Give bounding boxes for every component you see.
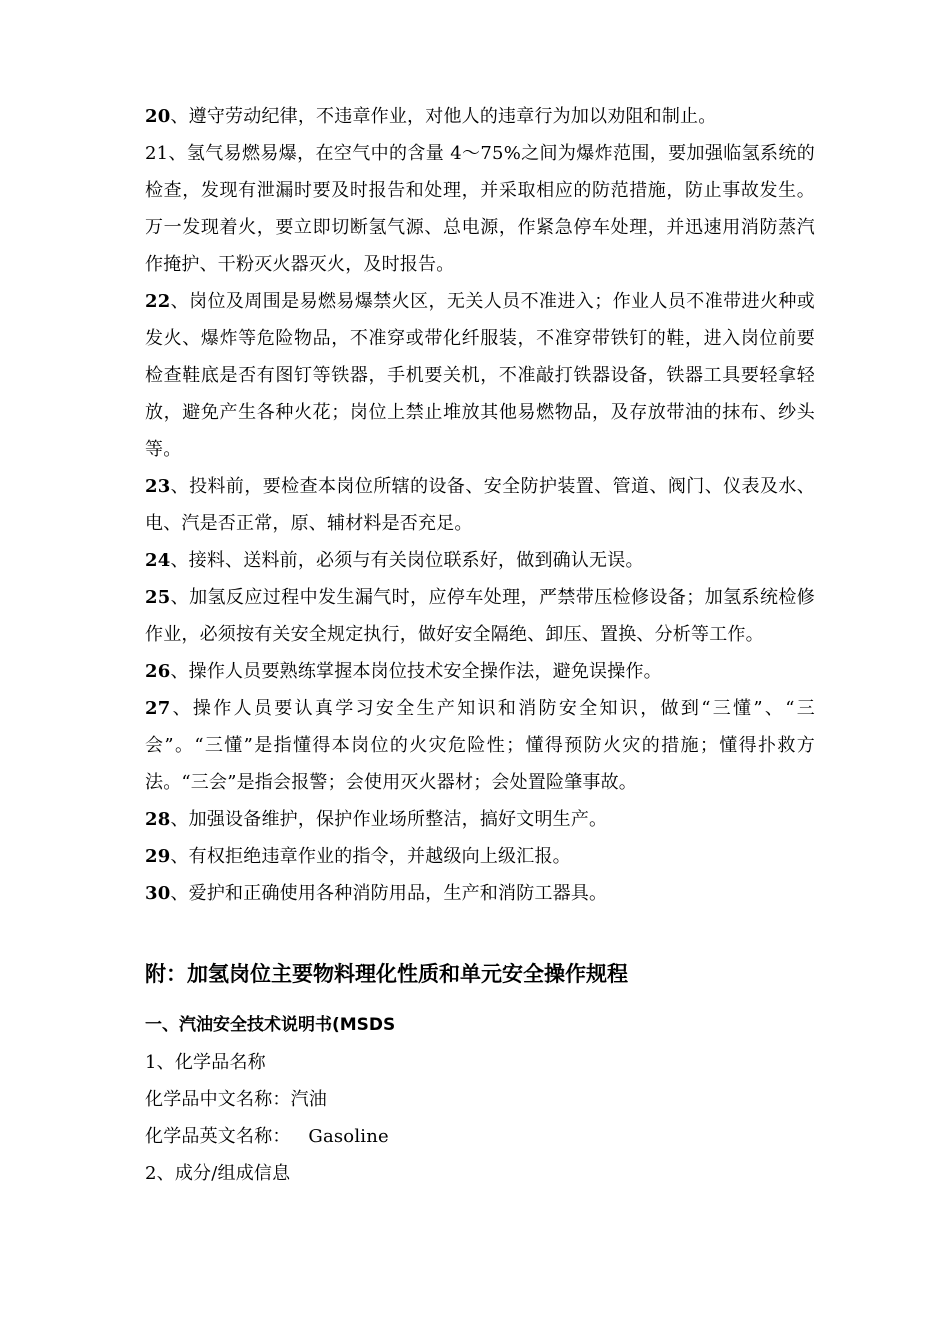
section-gap [145,912,815,959]
section-line: 化学品英文名称： Gasoline [145,1126,389,1147]
rules-list [145,98,815,912]
rule-item [145,653,815,690]
rule-item [145,875,815,912]
appendix-title: 附：加氢岗位主要物料理化性质和单元安全操作规程 [145,962,628,986]
rule-item [145,135,815,283]
rule-item [145,690,815,801]
rule-text: 、操作人员要熟练掌握本岗位技术安全操作法，避免误操作。 [170,661,662,682]
rule-number: 26 [145,661,171,682]
rule-number: 22 [145,291,171,312]
section-line: 化学品中文名称：汽油 [145,1089,327,1110]
rule-item [145,468,815,542]
rule-item [145,801,815,838]
section-title: 一、汽油安全技术说明书(MSDS [145,1015,396,1035]
rule-number: 29 [145,846,171,867]
rule-number: 20 [145,106,171,127]
rule-text: 、加氢反应过程中发生漏气时，应停车处理，严禁带压检修设备；加氢系统检修作业，必须按有关安全规定执行，做好安全隔绝、卸压、置换、分析等工作。 [145,587,815,645]
rule-number: 30 [145,883,171,904]
rule-text: 、操作人员要认真学习安全生产知识和消防安全知识，做到“三懂”、“三会”。“三懂”是指懂得本岗位的火灾危险性；懂得预防火灾的措施；懂得扑救方法。“三会”是指会报警；会使用灭火器材；会处置险肇事故。 [145,698,815,793]
rule-text: 、爱护和正确使用各种消防用品，生产和消防工器具。 [170,883,608,904]
rule-item [145,283,815,468]
rule-text: 、投料前，要检查本岗位所辖的设备、安全防护装置、管道、阀门、仪表及水、电、汽是否正常，原、辅材料是否充足。 [145,476,815,534]
rule-number: 28 [145,809,171,830]
section-line: 2、成分/组成信息 [145,1163,291,1184]
rule-text: 、加强设备维护，保护作业场所整洁，搞好文明生产。 [170,809,608,830]
rule-number: 25 [145,587,171,608]
rule-number: 24 [145,550,171,571]
rule-text: 、有权拒绝违章作业的指令，并越级向上级汇报。 [170,846,571,867]
rule-text: 、岗位及周围是易燃易爆禁火区，无关人员不准进入；作业人员不准带进火种或发火、爆炸等危险物品，不准穿或带化纤服装，不准穿带铁钉的鞋，进入岗位前要检查鞋底是否有图钉等铁器，手机要关机，不准敲打铁器设备，铁器工具要轻拿轻放，避免产生各种火花；岗位上禁止堆放其他易燃物品，及存放带油的抹布、纱头等。 [145,291,815,460]
rule-item [145,98,815,135]
rule-text: 、遵守劳动纪律，不违章作业，对他人的违章行为加以劝阻和制止。 [170,106,717,127]
rule-number: 23 [145,476,171,497]
rule-item [145,838,815,875]
rule-item [145,542,815,579]
rule-item [145,579,815,653]
rule-text: 21、氢气易燃易爆，在空气中的含量 4～75%之间为爆炸范围，要加强临氢系统的检查，发现有泄漏时要及时报告和处理，并采取相应的防范措施，防止事故发生。万一发现着火，要立即切断氢气源、总电源，作紧急停车处理，并迅速用消防蒸汽作掩护、干粉灭火器灭火，及时报告。 [145,143,815,275]
rule-number: 27 [145,698,171,719]
rule-text: 、接料、送料前，必须与有关岗位联系好，做到确认无误。 [170,550,644,571]
document-page [145,98,815,1192]
section-line: 1、化学品名称 [145,1052,266,1073]
